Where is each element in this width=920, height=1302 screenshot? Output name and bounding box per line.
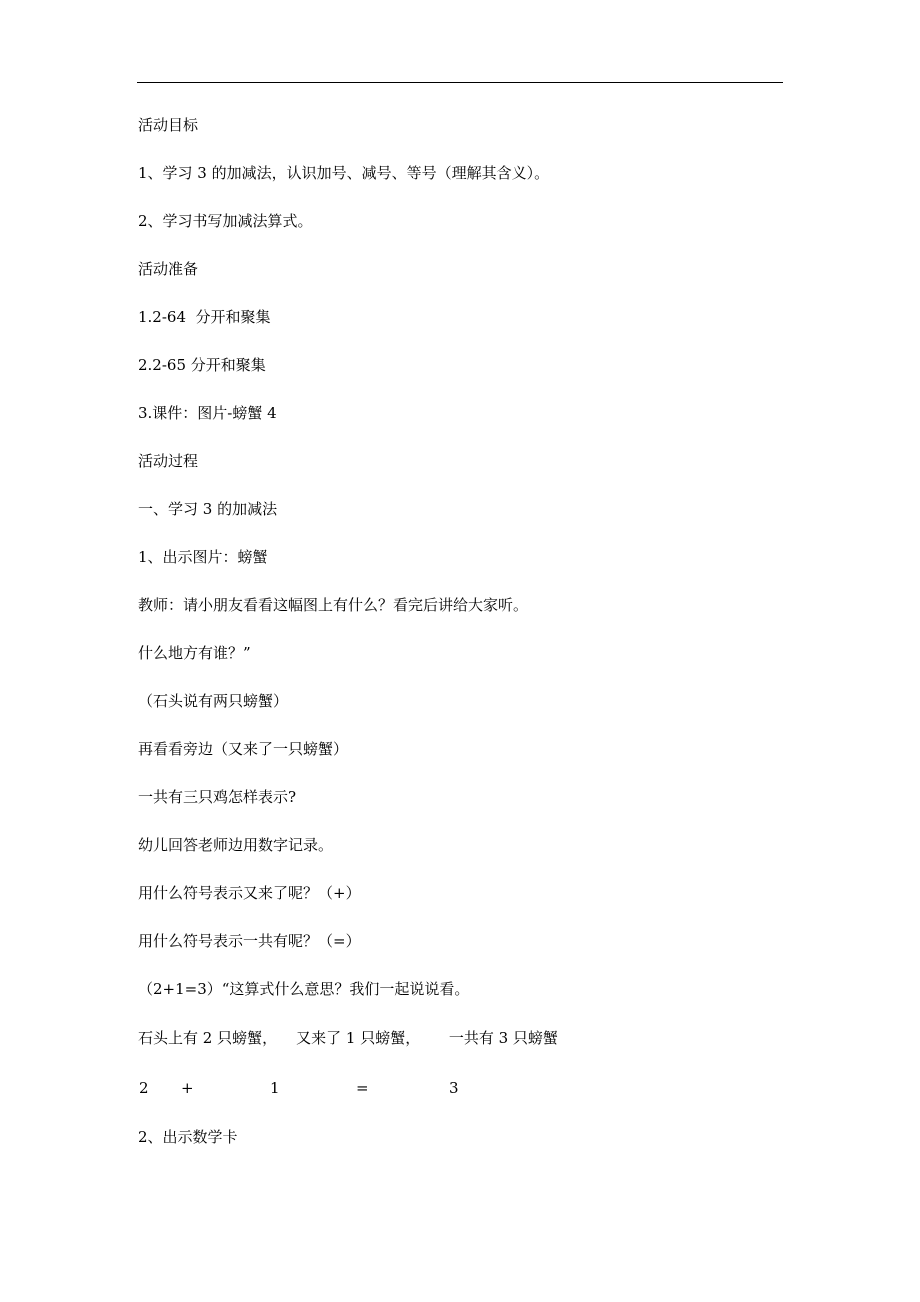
goal-item-1: 1、学习 3 的加减法，认识加号、减号、等号（理解其含义）。 <box>138 164 550 182</box>
prep-item-3: 3.课件：图片-螃蟹 4 <box>138 404 277 422</box>
equation-result-3: 3 <box>449 1079 459 1097</box>
heading-activity-prep: 活动准备 <box>138 260 199 278</box>
equals-question-line: 用什么符号表示一共有呢？（=） <box>138 932 361 950</box>
record-line: 幼儿回答老师边用数字记录。 <box>138 836 334 854</box>
heading-activity-goals: 活动目标 <box>138 116 199 134</box>
equation-term-2: 2 <box>139 1079 149 1097</box>
step-1-title: 1、出示图片：螃蟹 <box>138 548 268 566</box>
prep-item-1: 1.2-64 分开和聚集 <box>138 308 271 326</box>
question-line-2: 一共有三只鸡怎样表示? <box>138 788 297 806</box>
equation-plus-sign: + <box>181 1079 194 1097</box>
step-2-title: 2、出示数学卡 <box>138 1128 238 1146</box>
question-line: 什么地方有谁？” <box>138 644 251 662</box>
plus-question-line: 用什么符号表示又来了呢？（+） <box>138 884 361 902</box>
heading-activity-process: 活动过程 <box>138 452 199 470</box>
prep-item-2: 2.2-65 分开和聚集 <box>138 356 266 374</box>
equation-meaning-line: （2+1=3）“这算式什么意思？我们一起说说看。 <box>138 980 470 998</box>
equation-term-1: 1 <box>270 1079 280 1097</box>
answer-line-2: 再看看旁边（又来了一只螃蟹） <box>138 740 349 758</box>
equation-equals-sign: = <box>356 1079 369 1097</box>
header-rule <box>137 82 783 83</box>
answer-line-1: （石头说有两只螃蟹） <box>138 692 289 710</box>
teacher-line: 教师：请小朋友看看这幅图上有什么？看完后讲给大家听。 <box>138 596 529 614</box>
section-1-title: 一、学习 3 的加减法 <box>138 500 278 518</box>
explanation-line: 石头上有 2 只螃蟹， 又来了 1 只螃蟹， 一共有 3 只螃蟹 <box>138 1029 558 1047</box>
goal-item-2: 2、学习书写加减法算式。 <box>138 212 313 230</box>
